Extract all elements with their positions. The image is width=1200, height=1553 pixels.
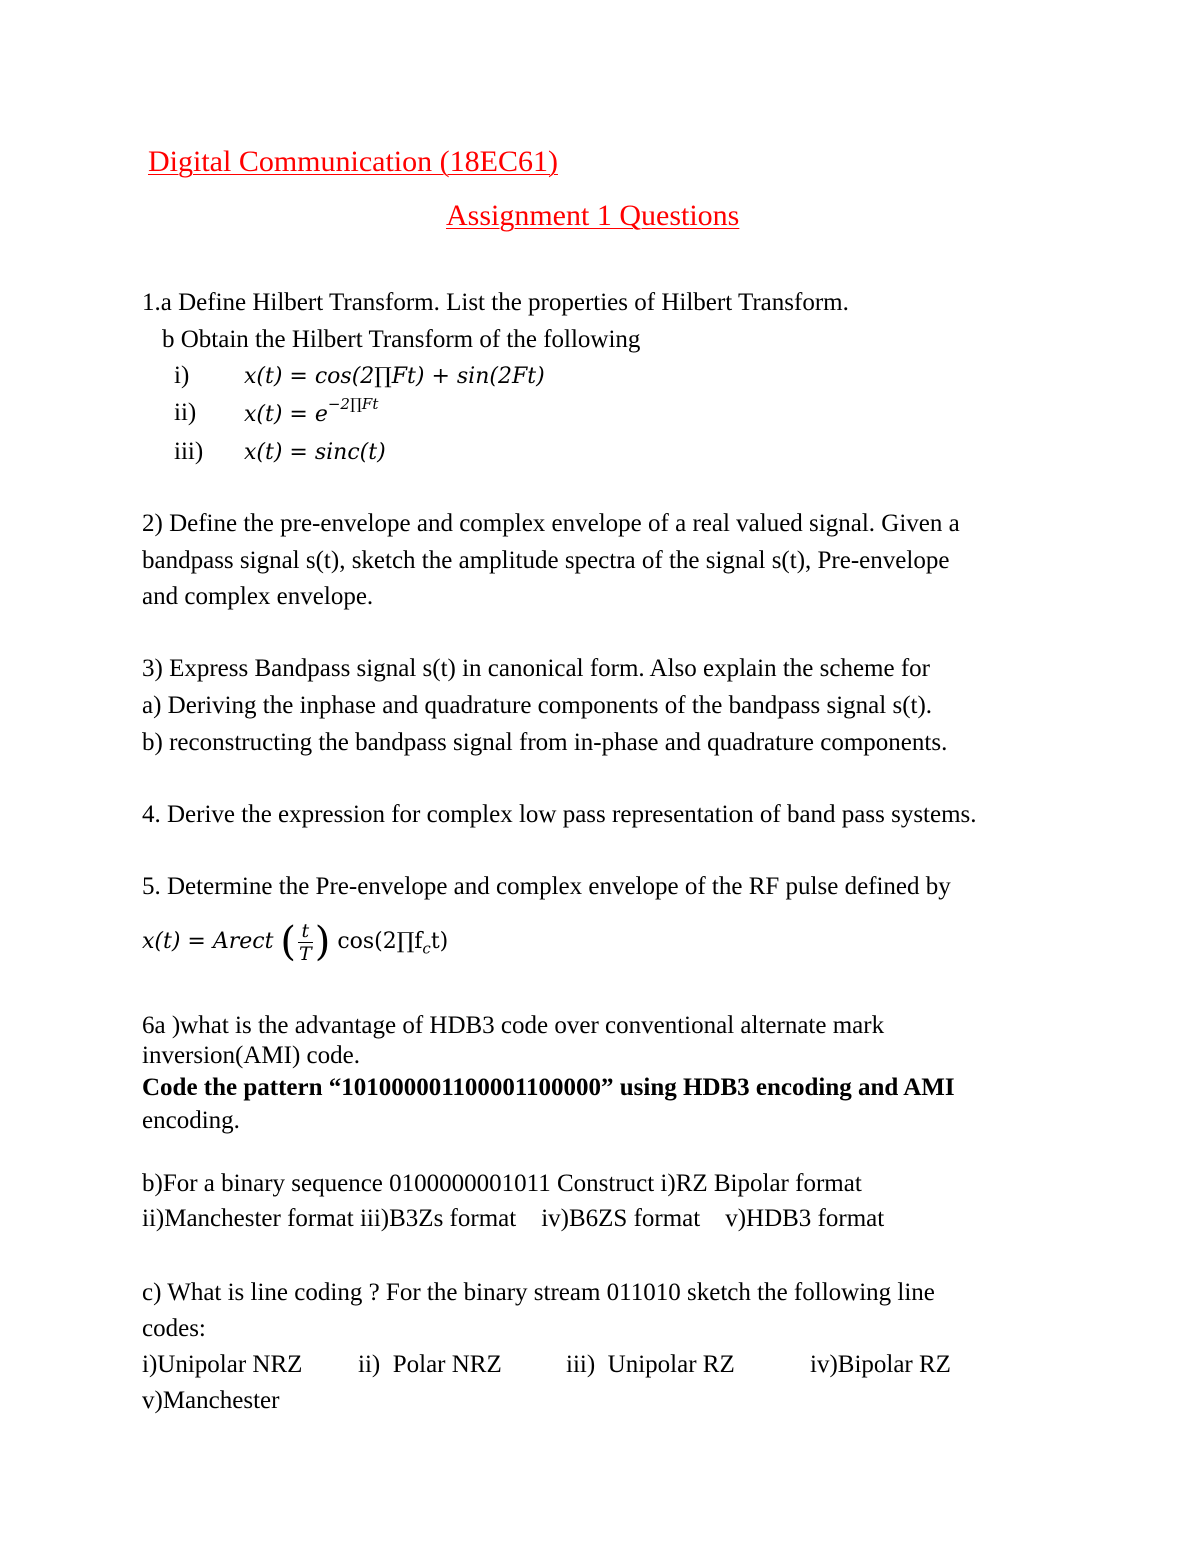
q1b-text: b Obtain the Hilbert Transform of the following [162,326,641,353]
q1-item-1 [174,361,189,391]
frac-numerator: t [298,920,313,943]
q6c-code-2: ii) Polar NRZ [358,1351,502,1378]
expr-end: t) [430,929,449,954]
q1-item-3 [174,437,203,467]
q2-line-2: bandpass signal s(t), sketch the amplitude spectra of the signal s(t), Pre-envelope [142,547,950,574]
q6c-code-4: iv)Bipolar RZ [810,1351,951,1378]
q6b-line-1: b)For a binary sequence 0100000001011 Construct i)RZ Bipolar format [142,1170,862,1197]
q1-item-2 [174,398,196,428]
q1-item-3-expr: x(t) = sinc(t) [244,440,386,465]
q6c-code-3: iii) Unipolar RZ [566,1351,735,1378]
expr-subscript: c [422,939,431,958]
q5-text: 5. Determine the Pre-envelope and complex envelope of the RF pulse defined by [142,873,951,900]
fraction [298,920,313,965]
q6c-line-2: codes: [142,1315,206,1342]
q1-item-label: iii) [174,438,204,465]
q1a-text: 1.a Define Hilbert Transform. List the properties of Hilbert Transform. [142,289,849,316]
q6c-code-1: i)Unipolar NRZ [142,1351,303,1378]
q3-line-3: b) reconstructing the bandpass signal from in-phase and quadrature components. [142,729,948,756]
q2-line-3: and complex envelope. [142,583,374,610]
q4-text: 4. Derive the expression for complex low pass representation of band pass systems. [142,801,977,828]
q5-expr [142,914,448,970]
q1-item-2-expr [244,394,379,430]
expr-lhs: x(t) = Arect [142,929,274,954]
q1-item-label: i) [174,362,190,389]
q1-item-1-expr: x(t) = cos(2∏Ft) + sin(2Ft) [244,364,545,389]
q6a-bold-line: Code the pattern “101000001100001100000” using HDB3 encoding and AMI [142,1074,955,1101]
q3-line-1: 3) Express Bandpass signal s(t) in canonical form. Also explain the scheme for [142,655,931,682]
q6a-tail: encoding. [142,1107,240,1134]
q6a-line-2: inversion(AMI) code. [142,1042,360,1069]
q2-line-1: 2) Define the pre-envelope and complex envelope of a real valued signal. Given a [142,510,960,537]
q3-line-2: a) Deriving the inphase and quadrature components of the bandpass signal s(t). [142,692,933,719]
frac-denominator: T [299,942,312,965]
q6a-line-1: 6a )what is the advantage of HDB3 code over conventional alternate mark [142,1012,885,1039]
assignment-heading: Assignment 1 Questions [446,199,740,232]
paren-open: ( [280,919,297,965]
q6b-line-2: ii)Manchester format iii)B3Zs format iv)B6ZS format v)HDB3 format [142,1205,885,1232]
q1-item-label: ii) [174,399,197,426]
expr-base: x(t) = e [244,402,328,427]
expr-exponent: −2∏Ft [327,394,379,413]
paren-close: ) [314,919,331,965]
q6c-last: v)Manchester [142,1387,280,1414]
expr-rhs: cos(2∏f [337,929,423,954]
document-title: Digital Communication (18EC61) [148,145,558,178]
q6c-line-1: c) What is line coding ? For the binary stream 011010 sketch the following line [142,1279,935,1306]
